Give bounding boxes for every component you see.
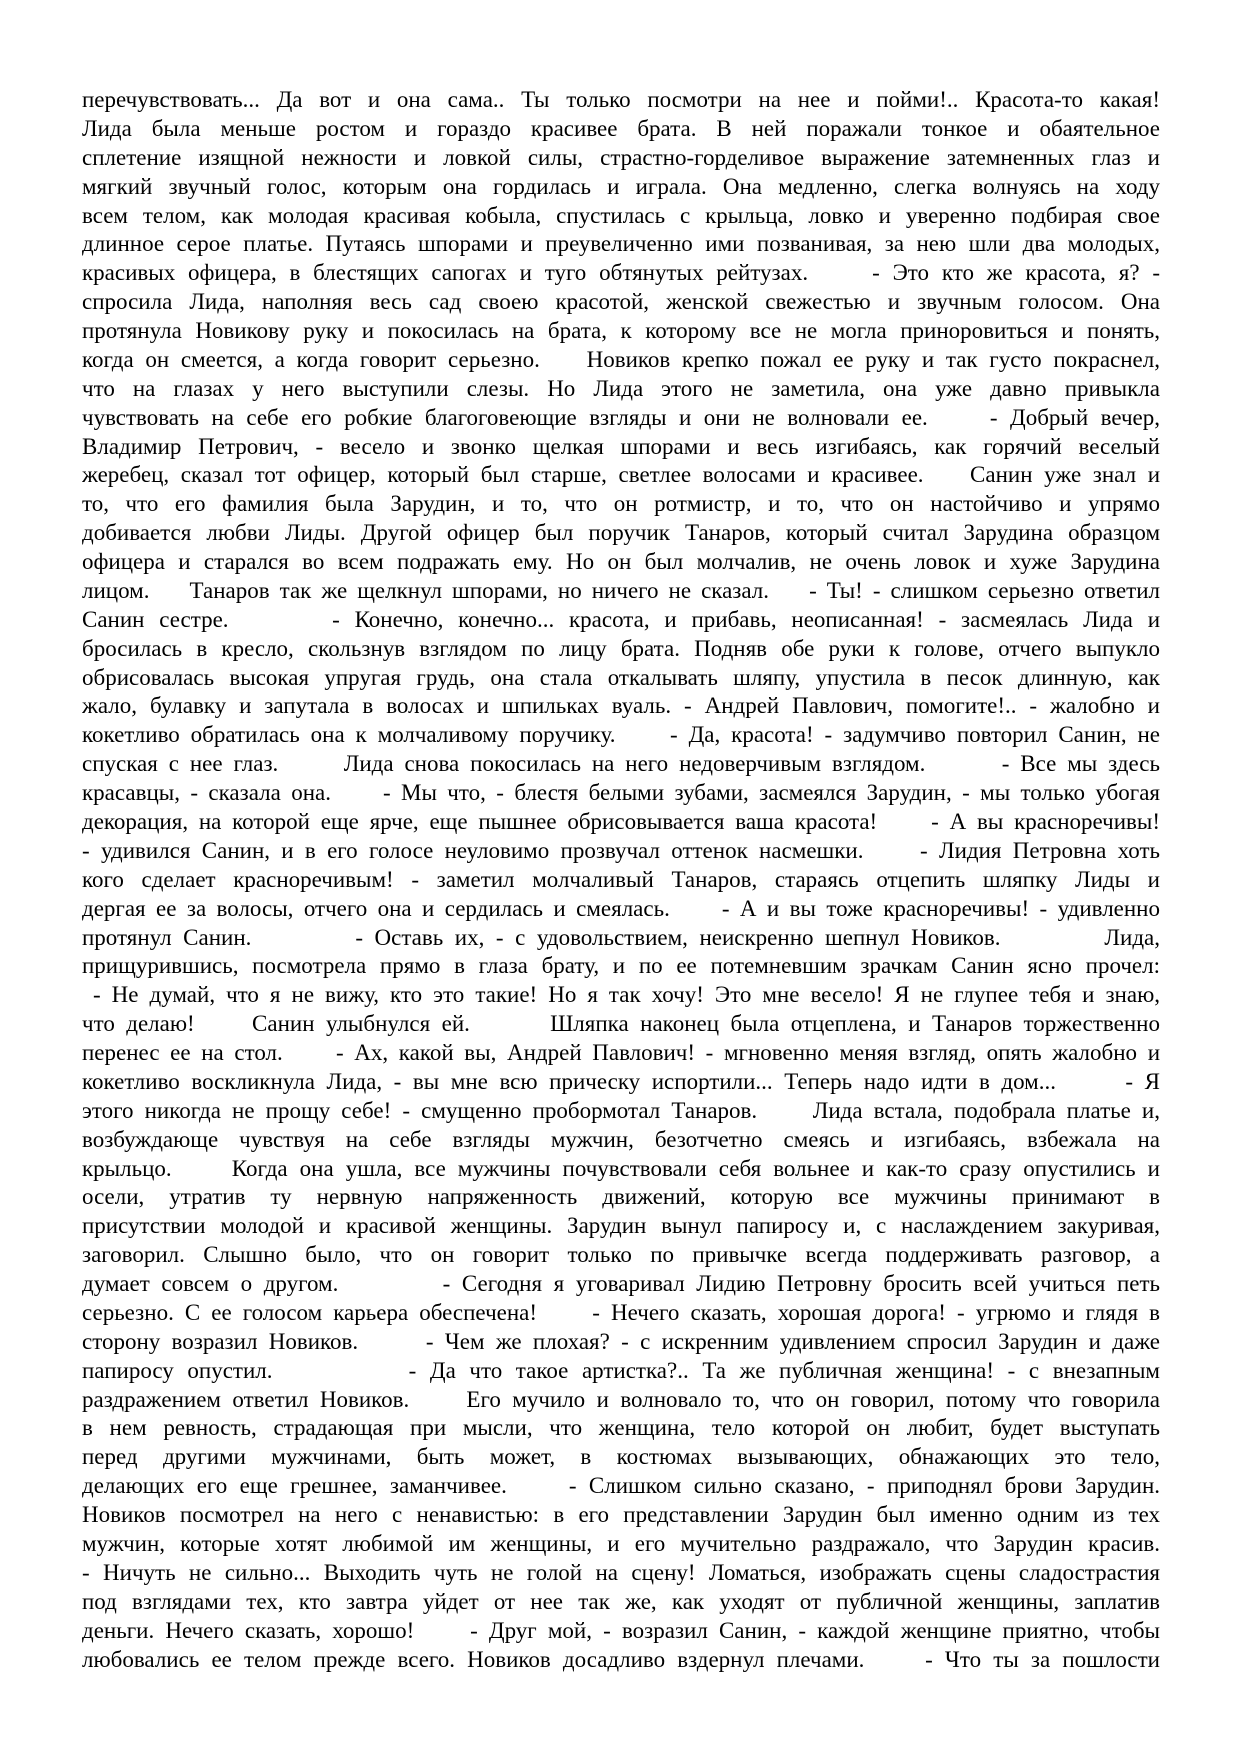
text-line: любовались ее телом прежде всего. Новиков досадливо вздернул плечами. - Что ты за пошлости xyxy=(82,1647,1160,1672)
text-line: спросила Лида, наполняя весь сад своею красотой, женской свежестью и звучным голосом. Она xyxy=(82,289,1160,314)
text-line: сторону возразил Новиков. - Чем же плохая? - с искренним удивлением спросил Зарудин и даже xyxy=(82,1329,1160,1354)
text-line: прищурившись, посмотрела прямо в глаза брату, и по ее потемневшим зрачкам Санин ясно прочел: xyxy=(82,953,1160,978)
text-line: бросилась в кресло, скользнув взглядом по лицу брата. Подняв обе руки к голове, отчего выпукло xyxy=(82,636,1160,661)
text-line: красавцы, - сказала она. - Мы что, - блестя белыми зубами, засмеялся Зарудин, - мы только убогая xyxy=(82,780,1160,805)
text-line: перенес ее на стол. - Ах, какой вы, Андрей Павлович! - мгновенно меняя взгляд, опять жалобно и xyxy=(82,1040,1160,1065)
text-line: - Не думай, что я не вижу, кто это такие! Но я так хочу! Это мне весело! Я не глупее тебя и знаю, xyxy=(82,982,1160,1007)
text-line: папиросу опустил. - Да что такое артистка?.. Та же публичная женщина! - с внезапным xyxy=(82,1358,1160,1383)
text-line: декорация, на которой еще ярче, еще пышнее обрисовывается ваша красота! - А вы красноречивы! xyxy=(82,809,1160,834)
text-line: всем телом, как молодая красивая кобыла, спустилась с крыльца, ловко и уверенно подбирая свое xyxy=(82,203,1160,228)
text-line: протянул Санин. - Оставь их, - с удовольствием, неискренно шепнул Новиков. Лида, xyxy=(82,925,1160,950)
text-line: кокетливо обратилась она к молчаливому поручику. - Да, красота! - задумчиво повторил Санин, не xyxy=(82,722,1160,747)
text-line: жеребец, сказал тот офицер, который был старше, светлее волосами и красивее. Санин уже знал и xyxy=(82,462,1160,487)
text-line: Санин сестре. - Конечно, конечно... красота, и прибавь, неописанная! - засмеялась Лида и xyxy=(82,607,1160,632)
text-line: Владимир Петрович, - весело и звонко щелкая шпорами и весь изгибаясь, как горячий веселый xyxy=(82,434,1160,459)
text-line: серьезно. С ее голосом карьера обеспечена! - Нечего сказать, хорошая дорога! - угрюмо и глядя в xyxy=(82,1300,1160,1325)
text-line: кого сделает красноречивым! - заметил молчаливый Танаров, стараясь отцепить шляпку Лиды и xyxy=(82,867,1160,892)
text-line: сплетение изящной нежности и ловкой силы, страстно-горделивое выражение затемненных глаз и xyxy=(82,145,1160,170)
text-line: мягкий звучный голос, которым она гордилась и играла. Она медленно, слегка волнуясь на ходу xyxy=(82,174,1160,199)
text-line: - Ничуть не сильно... Выходить чуть не голой на сцену! Ломаться, изображать сцены сладострастия xyxy=(82,1560,1160,1585)
text-line: перед другими мужчинами, быть может, в костюмах вызывающих, обнажающих это тело, xyxy=(82,1444,1160,1469)
text-line: делающих его еще грешнее, заманчивее. - Слишком сильно сказано, - приподнял брови Зарудин. xyxy=(82,1473,1160,1498)
text-line: лицом. Танаров так же щелкнул шпорами, но ничего не сказал. - Ты! - слишком серьезно ответил xyxy=(82,578,1160,603)
text-line: красивых офицера, в блестящих сапогах и туго обтянутых рейтузах. - Это кто же красота, я? - xyxy=(82,260,1160,285)
text-line: что делаю! Санин улыбнулся ей. Шляпка наконец была отцеплена, и Танаров торжественно xyxy=(82,1011,1160,1036)
text-line: присутствии молодой и красивой женщины. Зарудин вынул папиросу и, с наслаждением закуривая, xyxy=(82,1213,1160,1238)
text-line: то, что его фамилия была Зарудин, и то, что он ротмистр, и то, что он настойчиво и упрямо xyxy=(82,491,1160,516)
text-line: крыльцо. Когда она ушла, все мужчины почувствовали себя вольнее и как-то сразу опустились и xyxy=(82,1156,1160,1181)
text-line: - удивился Санин, и в его голосе неуловимо прозвучал оттенок насмешки. - Лидия Петровна хоть xyxy=(82,838,1160,863)
text-line: офицера и старался во всем подражать ему. Но он был молчалив, не очень ловок и хуже Зарудина xyxy=(82,549,1160,574)
text-line: думает совсем о другом. - Сегодня я уговаривал Лидию Петровну бросить всей учиться петь xyxy=(82,1271,1160,1296)
text-line: длинное серое платье. Путаясь шпорами и преувеличенно ими позванивая, за нею шли два молодых, xyxy=(82,231,1160,256)
text-line: мужчин, которые хотят любимой им женщины, и его мучительно раздражало, что Зарудин красив. xyxy=(82,1531,1160,1556)
text-line: в нем ревность, страдающая при мысли, что женщина, тело которой он любит, будет выступать xyxy=(82,1415,1160,1440)
text-line: обрисовалась высокая упругая грудь, она стала откалывать шляпу, упустила в песок длинную, как xyxy=(82,665,1160,690)
text-line: что на глазах у него выступили слезы. Но Лида этого не заметила, она уже давно привыкла xyxy=(82,376,1160,401)
text-line: возбуждающе чувствуя на себе взгляды мужчин, безотчетно смеясь и изгибаясь, взбежала на xyxy=(82,1127,1160,1152)
text-line: Лида была меньше ростом и гораздо красивее брата. В ней поражали тонкое и обаятельное xyxy=(82,116,1160,141)
text-line: деньги. Нечего сказать, хорошо! - Друг мой, - возразил Санин, - каждой женщине приятно, чтобы xyxy=(82,1618,1160,1643)
text-line: спуская с нее глаз. Лида снова покосилась на него недоверчивым взглядом. - Все мы здесь xyxy=(82,751,1160,776)
text-line: этого никогда не прощу себе! - смущенно пробормотал Танаров. Лида встала, подобрала платье и, xyxy=(82,1098,1160,1123)
text-line: когда он смеется, а когда говорит серьезно. Новиков крепко пожал ее руку и так густо покраснел, xyxy=(82,347,1160,372)
text-line: дергая ее за волосы, отчего она и сердилась и смеялась. - А и вы тоже красноречивы! - удивленно xyxy=(82,896,1160,921)
text-line: кокетливо воскликнула Лида, - вы мне всю прическу испортили... Теперь надо идти в дом... - Я xyxy=(82,1069,1160,1094)
text-line: заговорил. Слышно было, что он говорит только по привычке всегда поддерживать разговор, а xyxy=(82,1242,1160,1267)
text-line: чувствовать на себе его робкие благоговеющие взгляды и они не волновали ее. - Добрый вечер, xyxy=(82,405,1160,430)
text-line: под взглядами тех, кто завтра уйдет от нее так же, как уходят от публичной женщины, заплатив xyxy=(82,1589,1160,1614)
text-line: раздражением ответил Новиков. Его мучило и волновало то, что он говорил, потому что говорила xyxy=(82,1387,1160,1412)
text-line: протянула Новикову руку и покосилась на брата, к которому все не могла приноровиться и понять, xyxy=(82,318,1160,343)
text-line: добивается любви Лиды. Другой офицер был поручик Танаров, который считал Зарудина образцом xyxy=(82,520,1160,545)
text-line: жало, булавку и запутала в волосах и шпильках вуаль. - Андрей Павлович, помогите!.. - жалобно и xyxy=(82,693,1160,718)
text-line: перечувствовать... Да вот и она сама.. Ты только посмотри на нее и пойми!.. Красота-то какая! xyxy=(82,87,1160,112)
text-line: осели, утратив ту нервную напряженность движений, которую все мужчины принимают в xyxy=(82,1184,1160,1209)
text-line: Новиков посмотрел на него с ненавистью: в его представлении Зарудин был именно одним из тех xyxy=(82,1502,1160,1527)
